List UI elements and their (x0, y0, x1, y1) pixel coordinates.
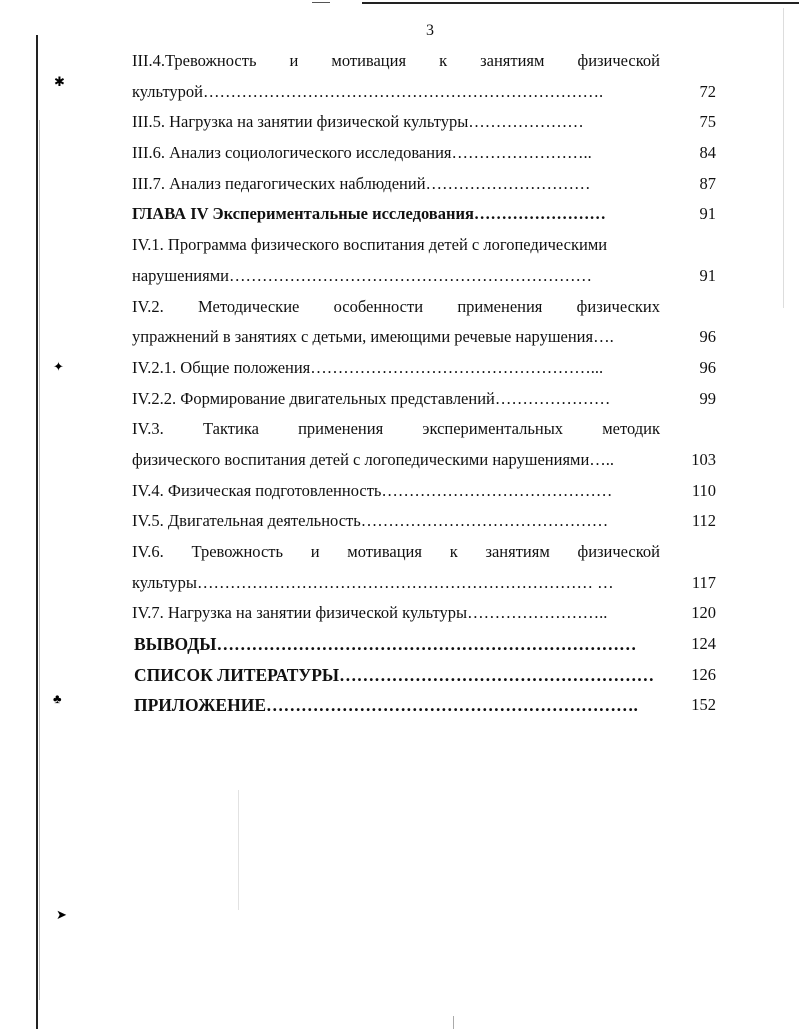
toc-chapter-heading: ГЛАВА IV Экспериментальные исследования…………………… (132, 204, 606, 224)
toc-page-number: 96 (699, 357, 716, 377)
toc-section-heading: ПРИЛОЖЕНИЕ………………………………………………………. (134, 695, 638, 716)
toc-line (0, 507, 799, 538)
toc-entry-text: IV.7. Нагрузка на занятии физической культуры…………………….. (132, 603, 608, 623)
toc-line (0, 231, 799, 262)
toc-line (0, 477, 799, 508)
toc-line-section (0, 691, 799, 722)
toc-page-number: 112 (691, 511, 716, 531)
scan-speck-3: ♣ (53, 691, 62, 706)
scan-speck-4: ➤ (56, 907, 67, 922)
toc-line (0, 446, 799, 477)
toc-line (0, 293, 799, 324)
scan-artifact-middle (238, 790, 239, 910)
toc-line (0, 385, 799, 416)
scan-mark-top (312, 2, 330, 3)
toc-page-number: 91 (699, 204, 716, 224)
toc-entry-text: III.7. Анализ педагогических наблюдений………………………… (132, 173, 591, 193)
toc-line (0, 354, 799, 385)
toc-page-number: 103 (691, 449, 716, 469)
toc-page-number: 124 (691, 634, 716, 654)
toc-line (0, 170, 799, 201)
toc-page-number: 84 (699, 143, 716, 163)
toc-entry-text: нарушениями………………………………………………………… (132, 265, 592, 285)
toc-page-number: 75 (699, 112, 716, 132)
toc-entry-text: культуры……………………………………………………………… … (132, 572, 614, 592)
toc-line (0, 415, 799, 446)
toc-page-number: 117 (691, 572, 716, 592)
scan-border-top (362, 2, 799, 4)
scan-artifact-bottom (453, 1016, 454, 1029)
toc-page-number: 110 (691, 480, 716, 500)
toc-entry-text: культурой………………………………………………………………. (132, 81, 604, 101)
toc-entry-text: IV.6. Тревожность и мотивация к занятиям физической (132, 542, 660, 561)
toc-line (0, 47, 799, 78)
toc-line (0, 262, 799, 293)
toc-section-heading: ВЫВОДЫ……………………………………………………………… (134, 634, 637, 655)
toc-page-number: 87 (699, 173, 716, 193)
toc-line-chapter (0, 200, 799, 231)
toc-line (0, 569, 799, 600)
toc-line (0, 599, 799, 630)
page-number: 3 (426, 22, 434, 39)
toc-entry-text: IV.4. Физическая подготовленность…………………………………… (132, 480, 613, 500)
toc-entry-text: III.4.Тревожность и мотивация к занятиям физической (132, 51, 660, 70)
toc-page-number: 120 (691, 603, 716, 623)
toc-entry-text: IV.2.1. Общие положения……………………………………………... (132, 357, 604, 377)
toc-page-number: 152 (691, 695, 716, 715)
scan-speck-1: ✱ (54, 74, 65, 89)
toc-page-number: 91 (699, 265, 716, 285)
toc-line-section (0, 630, 799, 661)
table-of-contents (0, 47, 799, 722)
toc-line (0, 108, 799, 139)
toc-page-number: 99 (699, 388, 716, 408)
toc-entry-text: III.5. Нагрузка на занятии физической культуры………………… (132, 112, 584, 132)
toc-entry-text: IV.5. Двигательная деятельность……………………………………… (132, 511, 609, 531)
toc-entry-text: IV.2.2. Формирование двигательных представлений………………… (132, 388, 611, 408)
toc-entry-text: физического воспитания детей с логопедическими нарушениями….. (132, 449, 615, 469)
toc-line (0, 139, 799, 170)
toc-page-number: 72 (699, 81, 716, 101)
toc-line (0, 323, 799, 354)
toc-line-section (0, 661, 799, 692)
toc-entry-text: упражнений в занятиях с детьми, имеющими речевые нарушения…. (132, 327, 614, 347)
scan-speck-2: ✦ (53, 359, 64, 374)
toc-section-heading: СПИСОК ЛИТЕРАТУРЫ……………………………………………… (134, 664, 655, 685)
toc-page-number: 126 (691, 664, 716, 684)
toc-entry-text: III.6. Анализ социологического исследования…………………….. (132, 143, 592, 163)
toc-entry-text: IV.3. Тактика применения экспериментальных методик (132, 419, 660, 439)
toc-entry-text: IV.2. Методические особенности применения физических (132, 296, 660, 316)
toc-line (0, 78, 799, 109)
toc-page-number: 96 (699, 327, 716, 347)
toc-line (0, 538, 799, 569)
toc-entry-text: IV.1. Программа физического воспитания детей с логопедическими (132, 235, 608, 255)
